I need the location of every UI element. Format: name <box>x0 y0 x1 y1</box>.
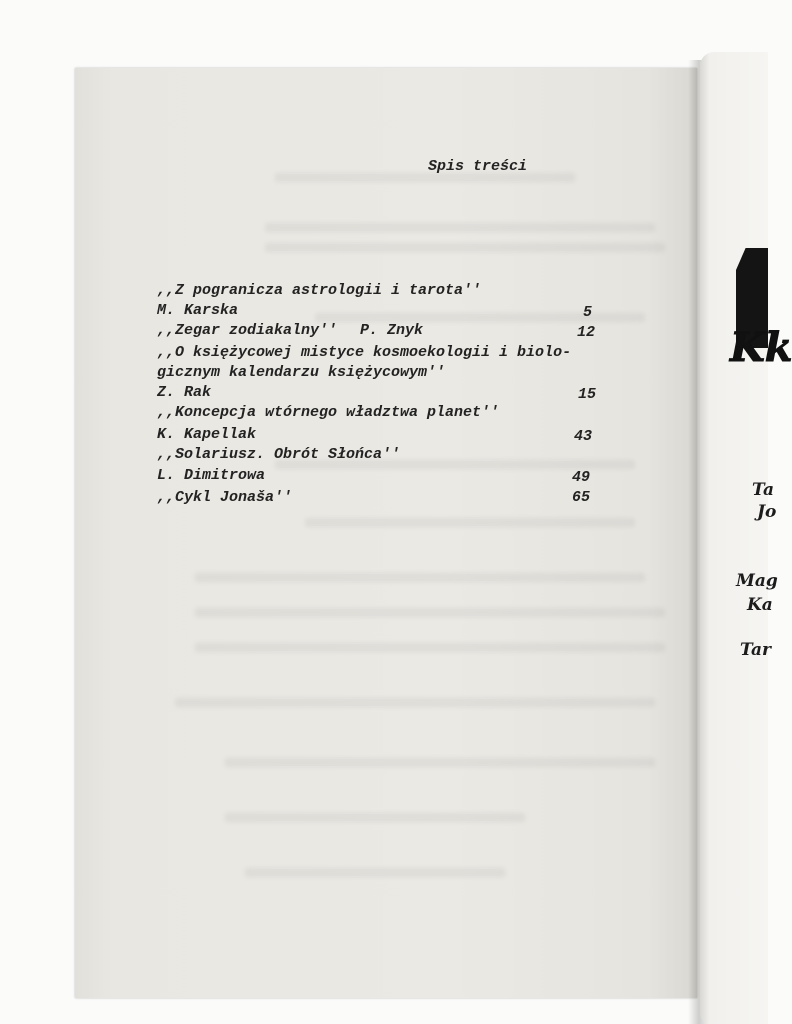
document-page <box>75 68 697 998</box>
toc-entry-author: M. Karska <box>157 302 239 319</box>
bleed-through-mark <box>275 173 575 182</box>
bleed-through-mark <box>195 573 645 582</box>
toc-heading: Spis treści <box>428 158 528 175</box>
toc-entry-title: ,,Cykl Jonaša'' <box>157 489 293 506</box>
toc-entry-title: ,,Z pogranicza astrologii i tarota'' <box>157 282 482 299</box>
toc-entry-author: P. Znyk <box>360 322 424 339</box>
bleed-through-mark <box>225 813 525 822</box>
toc-entry-author: K. Kapellak <box>157 426 257 443</box>
bleed-through-mark <box>195 608 665 617</box>
cover-text-line: Mag <box>736 571 778 591</box>
toc-entry-page: 5 <box>583 304 593 321</box>
toc-entry-page: 65 <box>572 489 591 506</box>
bleed-through-mark <box>245 868 505 877</box>
toc-entry-title: ,,O księżycowej mistyce kosmoekologii i biolo- <box>157 344 572 361</box>
toc-entry-page: 43 <box>574 428 593 445</box>
toc-entry-author: Z. Rak <box>157 384 212 401</box>
bleed-through-mark <box>265 223 655 232</box>
toc-entry-page: 12 <box>577 324 596 341</box>
toc-entry-page: 15 <box>578 386 597 403</box>
cover-text-line: Tar <box>740 640 771 660</box>
bleed-through-mark <box>175 698 655 707</box>
bleed-through-mark <box>265 243 665 252</box>
bleed-through-mark <box>315 313 645 322</box>
logo: Kk <box>730 324 792 371</box>
toc-entry-title: ,,Solariusz. Obrót Słońca'' <box>157 446 401 463</box>
toc-entry-title: ,,Koncepcja wtórnego władztwa planet'' <box>157 404 500 421</box>
toc-entry-page: 49 <box>572 469 591 486</box>
toc-entry-title: gicznym kalendarzu księżycowym'' <box>157 364 446 381</box>
adjacent-cover-page <box>700 52 792 1024</box>
bleed-through-mark <box>305 518 635 527</box>
cover-text-line: Jo <box>757 502 777 522</box>
bleed-through-mark <box>225 758 655 767</box>
bleed-through-mark <box>195 643 665 652</box>
cover-text-line: Ka <box>747 595 773 615</box>
toc-entry-author: L. Dimitrowa <box>157 467 266 484</box>
toc-entry-title: ,,Zegar zodiakalny'' <box>157 322 338 339</box>
cover-text-line: Ta <box>752 480 775 500</box>
